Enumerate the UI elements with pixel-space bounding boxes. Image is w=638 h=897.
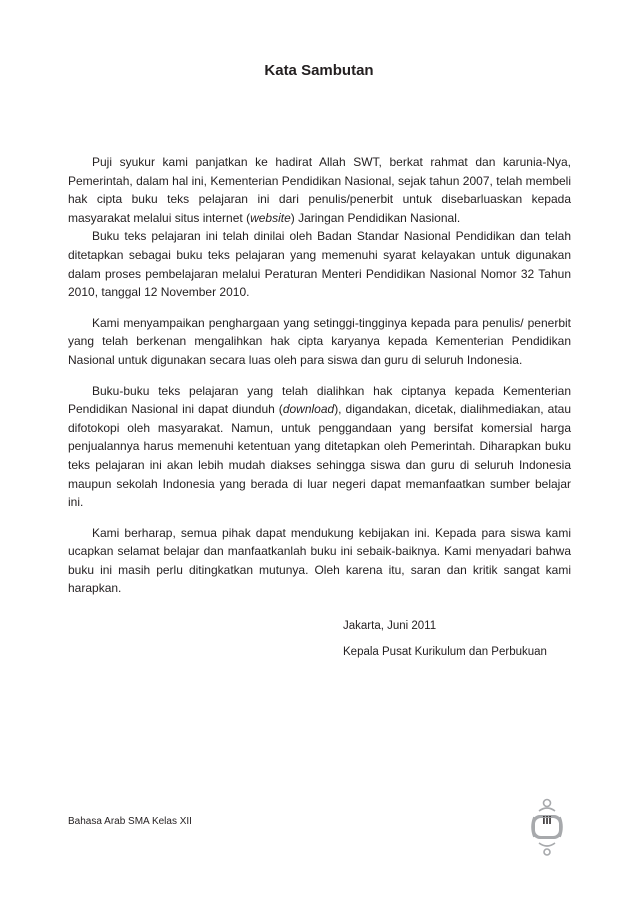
body-text [68, 153, 571, 610]
paragraph-1 [68, 153, 571, 227]
paragraph-5: Kami berharap, semua pihak dapat mendukung kebijakan ini. Kepada para siswa kami ucapkan selamat belajar dan manfaatkanlah buku ini sebaik-baiknya. Kami menyadari bahwa buku ini masih perlu ditingkatkan mutunya. Oleh karena itu, saran dan kritik sangat kami harapkan. [68, 525, 571, 596]
signature-place-date: Jakarta, Juni 2011 [343, 620, 437, 632]
paragraph-4 [68, 382, 571, 512]
paragraph-1-italic: website [250, 210, 291, 225]
paragraph-4-text-b: ), digandakan, dicetak, dialihmediakan, atau difotokopi oleh masyarakat. Namun, untuk penggandaan yang bersifat komersial harga penjualannya harus memenuhi ketentuan yang ditetapkan oleh Pemerintah. Diharapkan buku teks pelajaran ini akan lebih mudah diakses sehingga siswa dan guru di seluruh Indonesia maupun sekolah Indonesia yang berada di luar negeri dapat memanfaatkan sumber belajar ini. [68, 402, 571, 510]
page-title: Kata Sambutan [264, 62, 374, 79]
paragraph-3: Kami menyampaikan penghargaan yang setinggi-tingginya kepada para penulis/ penerbit yang telah berkenan mengalihkan hak cipta karyanya kepada Kementerian Pendidikan Nasional untuk digunakan secara luas oleh para siswa dan guru di seluruh Indonesia. [68, 315, 571, 367]
paragraph-4-italic: download [282, 402, 335, 417]
page-number: iii [542, 815, 552, 827]
paragraph-4-text-a: Buku-buku teks pelajaran yang telah dialihkan hak ciptanya kepada Kementerian Pendidikan Nasional ini dapat diunduh ( [68, 383, 571, 417]
signature-position: Kepala Pusat Kurikulum dan Perbukuan [343, 646, 547, 658]
paragraph-1-text-b: ) Jaringan Pendidikan Nasional. [290, 210, 461, 225]
footer-book-title: Bahasa Arab SMA Kelas XII [68, 816, 192, 827]
ornament-icon [526, 795, 568, 859]
paragraph-1-text-a: Puji syukur kami panjatkan ke hadirat Allah SWT, berkat rahmat dan karunia-Nya, Pemerintah, dalam hal ini, Kementerian Pendidikan Nasional, sejak tahun 2007, telah membeli hak cipta buku teks pelajaran ini dari penulis/penerbit untuk disebarluaskan kepada masyarakat melalui situs internet ( [68, 155, 571, 225]
signature-block [343, 620, 547, 672]
paragraph-2: Buku teks pelajaran ini telah dinilai oleh Badan Standar Nasional Pendidikan dan telah ditetapkan sebagai buku teks pelajaran yang memenuhi syarat kelayakan untuk digunakan dalam proses pembelajaran melalui Peraturan Menteri Pendidikan Nasional Nomor 32 Tahun 2010, tanggal 12 November 2010. [68, 229, 571, 300]
